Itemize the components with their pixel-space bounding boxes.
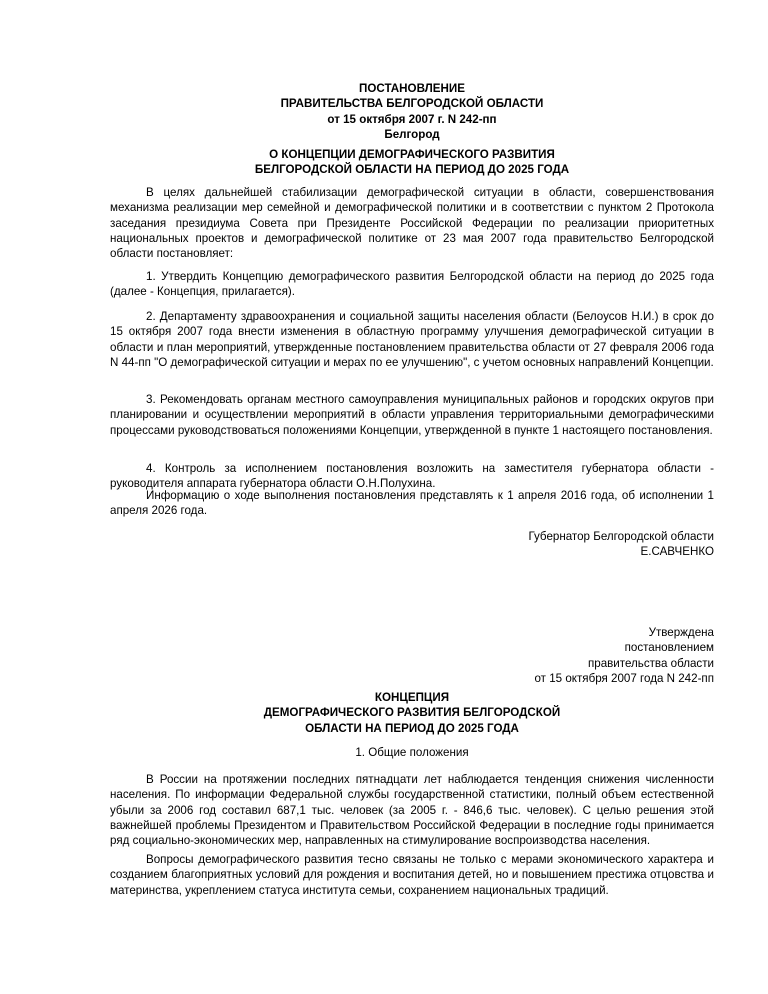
signature-block [414, 529, 714, 560]
section-1-paragraph-2: Вопросы демографического развития тесно связаны не только с мерами экономического характера и созданием благоприятных условий для рождения и воспитания детей, но и повышением престижа отцовства и материнства, укреплением статуса института семьи, сохранением национальных традиций. [110, 853, 714, 897]
header-date-number: от 15 октября 2007 г. N 242-пп [327, 112, 497, 126]
approval-stamp [414, 625, 714, 686]
header-doc-type: ПОСТАНОВЛЕНИЕ [359, 82, 465, 95]
item-2-paragraph: 2. Департаменту здравоохранения и социальной защиты населения области (Белоусов Н.И.) в срок до 15 октября 2007 года внести изменения в областную программу улучшения демографической ситуации в области и план мероприятий, утвержденные постановлением правительства области от 27 февраля 2006 года N 44-пп "О демографической ситуации и мерах по ее улучшению", с учетом основных направлений Концепции. [110, 310, 714, 369]
reporting-paragraph: Информацию о ходе выполнения постановления представлять к 1 апреля 2016 года, об исполнении 1 апреля 2026 года. [110, 489, 714, 518]
resolution-title [110, 147, 714, 178]
header-city: Белгород [384, 127, 440, 141]
item-4-paragraph: 4. Контроль за исполнением постановления возложить на заместителя губернатора области - руководителя аппарата губернатора области О.Н.Полухина. [110, 462, 714, 491]
preamble-paragraph: В целях дальнейшей стабилизации демографической ситуации в области, совершенствования механизма реализации мер семейной и демографической политики и в соответствии с пунктом 2 Протокола заседания президиума Совета при Президенте Российской Федерации по реализации приоритетных национальных проектов и демографической политике от 23 мая 2007 года правительство Белгородской области постановляет: [110, 186, 714, 261]
header-issuer: ПРАВИТЕЛЬСТВА БЕЛГОРОДСКОЙ ОБЛАСТИ [280, 97, 544, 111]
concept-title [110, 690, 714, 736]
section-1-paragraph-1: В России на протяжении последних пятнадцати лет наблюдается тенденция снижения численности населения. По информации Федеральной службы государственной статистики, полный объем естественной убыли за 2006 год составил 687,1 тыс. человек (за 2005 г. - 846,6 тыс. человек). С целью решения этой важнейшей проблемы Президентом и Правительством Российской Федерации в последние годы принимается ряд социально-экономических мер, направленных на стимулирование воспроизводства населения. [110, 773, 714, 848]
concept-title-line3: ОБЛАСТИ НА ПЕРИОД ДО 2025 ГОДА [305, 721, 519, 735]
signature-name: Е.САВЧЕНКО [640, 545, 714, 559]
item-1-paragraph: 1. Утвердить Концепцию демографического развития Белгородской области на период до 2025 года (далее - Концепция, прилагается). [110, 270, 714, 299]
section-1-heading: 1. Общие положения [355, 746, 469, 759]
concept-title-line1: КОНЦЕПЦИЯ [374, 691, 450, 704]
resolution-title-line2: БЕЛГОРОДСКОЙ ОБЛАСТИ НА ПЕРИОД ДО 2025 ГОДА [254, 163, 570, 177]
resolution-title-line1: О КОНЦЕПЦИИ ДЕМОГРАФИЧЕСКОГО РАЗВИТИЯ [269, 148, 555, 161]
approval-line3: правительства области [587, 656, 714, 670]
signature-position: Губернатор Белгородской области [528, 530, 714, 543]
approval-line1: Утверждена [648, 626, 714, 639]
approval-line4: от 15 октября 2007 года N 242-пп [534, 671, 714, 685]
item-3-paragraph: 3. Рекомендовать органам местного самоуправления муниципальных районов и городских округов при планировании и осуществлении мероприятий в области управления территориальными демографическими процессами руководствоваться положениями Концепции, утвержденной в пункте 1 настоящего постановления. [110, 393, 714, 437]
approval-line2: постановлением [624, 641, 714, 655]
resolution-header [110, 81, 714, 142]
concept-title-line2: ДЕМОГРАФИЧЕСКОГО РАЗВИТИЯ БЕЛГОРОДСКОЙ [263, 706, 561, 720]
